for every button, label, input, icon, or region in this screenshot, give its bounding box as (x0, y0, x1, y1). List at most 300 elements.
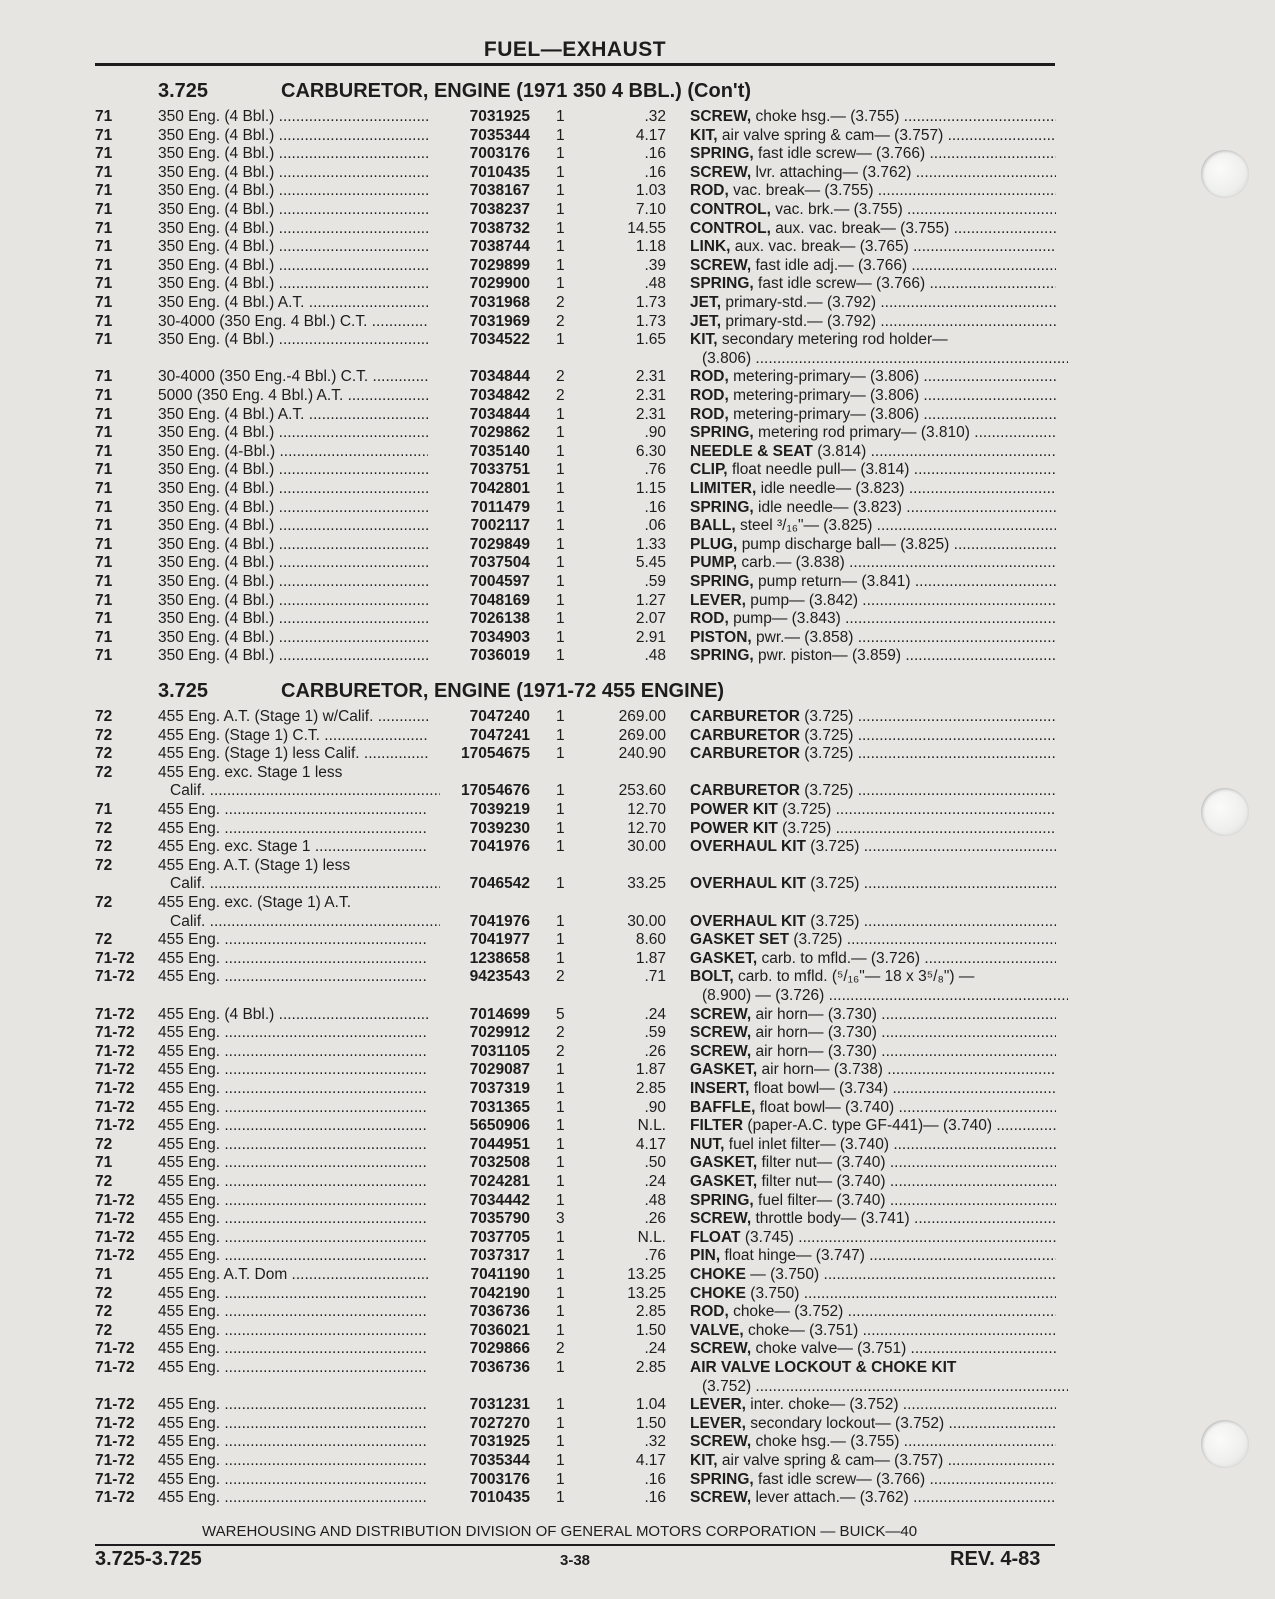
model-year: 71 (95, 1154, 113, 1172)
part-number: 7037317 (469, 1247, 530, 1265)
table-row (0, 1229, 1275, 1248)
quantity: 1 (556, 535, 565, 553)
description-text: throttle body— (3.741) (755, 1210, 910, 1228)
application: 455 Eng. ..... (158, 1117, 428, 1136)
model-year: 71-72 (95, 1117, 135, 1135)
table-row (0, 275, 1275, 294)
description-text: choke valve— (3.751) (755, 1340, 907, 1358)
quantity: 1 (556, 875, 565, 893)
part-name: INSERT, (690, 1080, 750, 1097)
price: 1.27 (635, 591, 666, 609)
description-text: choke— (3.751) (748, 1321, 859, 1339)
quantity: 1 (556, 647, 565, 665)
description-text: lever attach.— (3.762) (755, 1489, 909, 1507)
table-row (0, 727, 1275, 746)
description (690, 1452, 1056, 1471)
model-year: 71 (95, 275, 113, 293)
part-name: SCREW, (690, 1024, 752, 1042)
description-text: float needle pull— (3.814) (731, 461, 910, 479)
quantity: 1 (556, 442, 565, 460)
description-text: (3.725) (782, 819, 832, 837)
price: 14.55 (627, 219, 666, 237)
part-name: FLOAT (690, 1228, 741, 1246)
part-name: SCREW, (690, 1340, 752, 1358)
quantity: 2 (556, 312, 565, 330)
part-name: SPRING, (690, 573, 754, 590)
model-year: 71 (95, 1266, 113, 1283)
table-row (0, 857, 1275, 876)
application: 350 Eng. (4 Bbl.) ..... (158, 220, 428, 239)
part-name: SPRING, (690, 424, 754, 442)
description-text: vac. brk.— (3.755) (775, 201, 903, 218)
description (690, 1229, 1056, 1248)
part-name: SPRING, (690, 145, 754, 163)
application: 350 Eng. (4 Bbl.) ..... (158, 257, 428, 276)
price: .76 (644, 1247, 666, 1265)
price: 12.70 (627, 801, 666, 818)
description-text: (3.725) (804, 782, 854, 800)
description (690, 1303, 1056, 1322)
part-name: CONTROL, (690, 201, 771, 218)
description (690, 875, 1056, 894)
price: 2.85 (635, 1080, 666, 1097)
part-number: 7031969 (469, 312, 530, 330)
table-row (0, 1396, 1275, 1415)
application: 455 Eng. A.T. (Stage 1) less (158, 856, 351, 874)
description-text: aux. vac. break— (3.755) (775, 219, 950, 237)
table-row (0, 1415, 1275, 1434)
description (690, 201, 1056, 220)
quantity: 1 (556, 1173, 565, 1190)
description-text: idle needle— (3.823) (760, 480, 905, 497)
table-row (0, 201, 1275, 220)
description (690, 443, 1056, 462)
application: 455 Eng. ..... (158, 1285, 428, 1304)
part-number: 7029899 (469, 256, 530, 274)
description (690, 406, 1056, 425)
price: .76 (644, 461, 666, 479)
model-year: 71 (95, 405, 113, 423)
part-number: 7046542 (469, 875, 530, 893)
part-name: SCREW, (690, 1042, 752, 1060)
quantity: 1 (556, 275, 565, 293)
application: 455 Eng. ..... (158, 1452, 428, 1471)
application: 455 Eng. ..... (158, 1471, 428, 1490)
table-row (0, 1061, 1275, 1080)
description-text: (3.745) (744, 1228, 794, 1246)
model-year: 71 (95, 554, 113, 572)
part-number: 7014699 (469, 1005, 530, 1023)
price: 33.25 (627, 875, 666, 893)
part-number: 7038732 (469, 219, 530, 237)
description (690, 745, 1056, 764)
price: .90 (644, 424, 666, 442)
description-text: air horn— (3.730) (755, 1042, 877, 1060)
part-name: BAFFLE, (690, 1098, 756, 1116)
part-name: POWER KIT (690, 819, 778, 837)
application: 350 Eng. (4 Bbl.) ..... (158, 331, 428, 350)
application: 350 Eng. (4 Bbl.) A.T. ..... (158, 294, 428, 313)
binder-hole (1201, 788, 1249, 836)
description-text: idle needle— (3.823) (758, 498, 902, 516)
part-number: 7037705 (469, 1228, 530, 1246)
application: 455 Eng. ..... (158, 1210, 428, 1229)
description-text: (3.725) (804, 745, 854, 763)
model-year: 72 (95, 1303, 113, 1321)
part-number: 1238658 (469, 949, 530, 967)
part-name: SPRING, (690, 1191, 754, 1209)
model-year: 71 (95, 647, 113, 665)
quantity: 2 (556, 368, 565, 386)
table-row (0, 1359, 1275, 1378)
part-number: 7044951 (469, 1135, 530, 1153)
table-row (0, 387, 1275, 406)
quantity: 1 (556, 949, 565, 967)
description (690, 1247, 1056, 1266)
quantity: 1 (556, 610, 565, 628)
application: 350 Eng. (4 Bbl.) ..... (158, 629, 428, 648)
description (690, 517, 1056, 536)
model-year: 71 (95, 312, 113, 330)
part-number: 17054676 (461, 782, 530, 800)
model-year: 71-72 (95, 1433, 135, 1451)
price: .48 (644, 1191, 666, 1209)
price: .50 (644, 1154, 666, 1172)
table-row-continuation (0, 1378, 1275, 1397)
quantity: 1 (556, 1117, 565, 1135)
price: 269.00 (618, 708, 666, 725)
section-heading (158, 80, 751, 106)
description (690, 1024, 1056, 1043)
application: 455 Eng. ..... (158, 1303, 428, 1322)
table-row (0, 1024, 1275, 1043)
table-row (0, 499, 1275, 518)
description-text: inter. choke— (3.752) (750, 1396, 899, 1414)
description-text: float bowl— (3.734) (753, 1080, 889, 1097)
footer-rule (95, 1544, 1055, 1546)
price: .16 (644, 498, 666, 516)
part-number: 5650906 (469, 1117, 530, 1135)
quantity: 1 (556, 1321, 565, 1339)
model-year: 71-72 (95, 1470, 135, 1488)
table-row (0, 1247, 1275, 1266)
description (690, 968, 1056, 987)
price: 4.17 (635, 126, 666, 144)
part-number: 7041976 (469, 912, 530, 930)
application: 350 Eng. (4 Bbl.) ..... (158, 480, 428, 499)
quantity: 1 (556, 1489, 565, 1507)
description (690, 801, 1056, 820)
description-text: primary-std.— (3.792) (725, 294, 877, 311)
part-number: 7003176 (469, 1470, 530, 1488)
description (690, 1471, 1056, 1490)
model-year: 71-72 (95, 1042, 135, 1060)
application: 350 Eng. (4 Bbl.) ..... (158, 573, 428, 592)
price: 2.07 (635, 610, 666, 628)
model-year: 71-72 (95, 1210, 135, 1228)
part-number: 7037504 (469, 554, 530, 572)
model-year: 71-72 (95, 1061, 135, 1079)
section-number: 3.725 (158, 80, 209, 102)
price: .24 (644, 1340, 666, 1358)
section-title: CARBURETOR, ENGINE (1971 350 4 BBL.) (Con't) (281, 80, 752, 102)
application: 455 Eng. exc. (Stage 1) A.T. (158, 894, 352, 911)
price: .59 (644, 1024, 666, 1042)
application: 350 Eng. (4 Bbl.) ..... (158, 201, 428, 220)
application: 350 Eng. (4 Bbl.) ..... (158, 145, 428, 164)
quantity: 1 (556, 573, 565, 590)
description-text: (3.814) (817, 442, 867, 460)
table-row (0, 1136, 1275, 1155)
part-number: 7036736 (469, 1303, 530, 1321)
description-text: pwr.— (3.858) (756, 628, 854, 646)
price: 30.00 (627, 838, 666, 856)
description-text: float hinge— (3.747) (724, 1247, 865, 1265)
part-number: 7034442 (469, 1191, 530, 1209)
application: 350 Eng. (4 Bbl.) ..... (158, 108, 428, 127)
quantity: 1 (556, 517, 565, 535)
application: 30-4000 (350 Eng.-4 Bbl.) C.T. ..... (158, 368, 428, 387)
price: 1.65 (635, 331, 666, 349)
table-row (0, 1340, 1275, 1359)
quantity: 1 (556, 256, 565, 274)
part-name: CARBURETOR (690, 782, 800, 800)
quantity: 1 (556, 1061, 565, 1079)
price: N.L. (637, 1228, 666, 1246)
quantity: 1 (556, 628, 565, 646)
table-row (0, 1173, 1275, 1192)
description-continued: (3.752) ..... (690, 1378, 1068, 1397)
model-year: 71 (95, 182, 113, 200)
model-year: 72 (95, 931, 113, 949)
quantity: 1 (556, 745, 565, 763)
model-year: 71 (95, 610, 113, 628)
quantity: 1 (556, 331, 565, 349)
part-name: CARBURETOR (690, 708, 800, 725)
price: .24 (644, 1173, 666, 1190)
application: 30-4000 (350 Eng. 4 Bbl.) C.T. ..... (158, 313, 428, 332)
application: 350 Eng. (4 Bbl.) ..... (158, 182, 428, 201)
part-number: 7029912 (469, 1024, 530, 1042)
part-number: 7039230 (469, 819, 530, 837)
application: 455 Eng. ..... (158, 1154, 428, 1173)
part-number: 7047240 (469, 708, 530, 725)
part-name: CLIP, (690, 461, 728, 479)
model-year: 71-72 (95, 1005, 135, 1023)
description (690, 145, 1056, 164)
model-year: 71 (95, 387, 113, 404)
quantity: 1 (556, 145, 565, 163)
quantity: 1 (556, 238, 565, 256)
part-name: SCREW, (690, 163, 752, 181)
part-name: GASKET SET (690, 931, 790, 949)
model-year: 71-72 (95, 1489, 135, 1507)
part-name: BALL, (690, 517, 736, 535)
application-continued: Calif. ..... (158, 875, 440, 894)
quantity: 1 (556, 461, 565, 479)
description-text: choke hsg.— (3.755) (755, 1433, 900, 1451)
description (690, 1322, 1056, 1341)
description (690, 127, 1056, 146)
quantity: 1 (556, 912, 565, 930)
application: 350 Eng. (4 Bbl.) ..... (158, 517, 428, 536)
table-row (0, 610, 1275, 629)
part-name: CHOKE (690, 1266, 746, 1283)
application: 455 Eng. ..... (158, 1340, 428, 1359)
table-row (0, 1322, 1275, 1341)
quantity: 1 (556, 1470, 565, 1488)
price: 1.87 (635, 1061, 666, 1079)
application: 455 Eng. ..... (158, 1080, 428, 1099)
part-name: PUMP, (690, 554, 738, 572)
model-year: 71 (95, 331, 113, 349)
description (690, 610, 1056, 629)
quantity: 1 (556, 1154, 565, 1172)
footer-page-number: 3-38 (560, 1552, 591, 1569)
price: 8.60 (635, 931, 666, 949)
quantity: 1 (556, 1284, 565, 1302)
application: 350 Eng. (4 Bbl.) ..... (158, 127, 428, 146)
part-number: 7037319 (469, 1080, 530, 1097)
part-name: SCREW, (690, 1210, 752, 1228)
table-row (0, 573, 1275, 592)
part-name: PIN, (690, 1247, 721, 1265)
price: 2.85 (635, 1359, 666, 1376)
model-year: 71 (95, 368, 113, 386)
part-number: 7004597 (469, 573, 530, 590)
footer-division: WAREHOUSING AND DISTRIBUTION DIVISION OF GENERAL MOTORS CORPORATION — BUICK—40 (202, 1523, 918, 1540)
quantity: 1 (556, 931, 565, 949)
quantity: 1 (556, 591, 565, 609)
part-name: LEVER, (690, 1396, 746, 1414)
description (690, 257, 1056, 276)
part-number: 7032508 (469, 1154, 530, 1172)
part-name: KIT, (690, 331, 718, 349)
description-text: choke hsg.— (3.755) (755, 108, 900, 125)
section-title: CARBURETOR, ENGINE (1971-72 455 ENGINE) (281, 680, 725, 702)
table-row-continuation (0, 875, 1275, 894)
description (690, 313, 1056, 332)
quantity: 2 (556, 294, 565, 311)
quantity: 2 (556, 387, 565, 404)
application: 455 Eng. ..... (158, 968, 428, 987)
description-text: fuel inlet filter— (3.740) (728, 1135, 890, 1153)
price: 2.31 (635, 368, 666, 386)
part-number: 7031105 (470, 1042, 530, 1060)
quantity: 1 (556, 1452, 565, 1469)
description-text: choke— (3.752) (733, 1303, 844, 1321)
description-text: float bowl— (3.740) (759, 1098, 895, 1116)
table-row (0, 1452, 1275, 1471)
description-text: pump— (3.843) (733, 610, 841, 628)
part-name: SPRING, (690, 1470, 754, 1488)
table-row-continuation (0, 913, 1275, 932)
model-year: 71 (95, 126, 113, 144)
model-year: 71 (95, 442, 113, 460)
description (690, 1210, 1056, 1229)
part-name: PISTON, (690, 628, 752, 646)
description-text: — (3.750) (750, 1266, 820, 1283)
quantity: 1 (556, 498, 565, 516)
price: .16 (644, 1470, 666, 1488)
model-year: 71 (95, 628, 113, 646)
table-row (0, 238, 1275, 257)
application: 350 Eng. (4 Bbl.) ..... (158, 164, 428, 183)
quantity: 1 (556, 1228, 565, 1246)
table-row (0, 164, 1275, 183)
table-row (0, 368, 1275, 387)
quantity: 1 (556, 819, 565, 837)
price: 253.60 (618, 782, 666, 800)
part-number: 7034842 (469, 387, 530, 404)
description-text: (3.725) (804, 726, 854, 744)
part-number: 7031925 (469, 1433, 530, 1451)
quantity: 1 (556, 424, 565, 442)
part-number: 7041976 (469, 838, 530, 856)
part-number: 7035790 (469, 1210, 530, 1228)
application: 455 Eng. exc. Stage 1 ..... (158, 838, 428, 857)
price: .16 (644, 163, 666, 181)
part-number: 7038167 (469, 182, 530, 200)
description-text: carb. to mfld.— (3.726) (761, 949, 921, 967)
description (690, 629, 1056, 648)
quantity: 1 (556, 838, 565, 856)
description-text: fast idle screw— (3.766) (758, 1470, 926, 1488)
application: 350 Eng. (4 Bbl.) ..... (158, 499, 428, 518)
application: 455 Eng. ..... (158, 1489, 428, 1508)
part-name: SCREW, (690, 1005, 752, 1023)
part-name: SCREW, (690, 256, 752, 274)
model-year: 71-72 (95, 1024, 135, 1042)
application: 455 Eng. ..... (158, 1396, 428, 1415)
model-year: 71-72 (95, 1098, 135, 1116)
footer-section-range: 3.725-3.725 (95, 1548, 202, 1570)
application-continued: Calif. ..... (158, 913, 440, 932)
model-year: 71 (95, 201, 113, 218)
model-year: 71 (95, 163, 113, 181)
table-row (0, 1080, 1275, 1099)
part-number: 7031925 (469, 108, 530, 125)
application: 455 Eng. ..... (158, 1173, 428, 1192)
part-name: LINK, (690, 238, 731, 256)
description (690, 782, 1056, 801)
description (690, 480, 1056, 499)
price: .59 (644, 573, 666, 590)
part-number: 7039219 (469, 801, 530, 818)
table-row (0, 708, 1275, 727)
description (690, 708, 1056, 727)
part-name: ROD, (690, 182, 729, 200)
quantity: 1 (556, 1266, 565, 1283)
part-number: 7034522 (469, 331, 530, 349)
description (690, 275, 1056, 294)
quantity: 1 (556, 405, 565, 423)
table-row (0, 313, 1275, 332)
description-text: (3.725) (810, 838, 860, 856)
part-name: GASKET, (690, 1061, 758, 1079)
part-number: 7041977 (469, 931, 530, 949)
part-name: OVERHAUL KIT (690, 875, 806, 893)
part-name: NEEDLE & SEAT (690, 442, 813, 460)
price: .32 (644, 1433, 666, 1451)
table-row (0, 443, 1275, 462)
table-row (0, 1043, 1275, 1062)
description-text: steel ³/₁₆"— (3.825) (739, 517, 873, 535)
application: 455 Eng. ..... (158, 1415, 428, 1434)
table-row (0, 950, 1275, 969)
part-name: ROD, (690, 610, 729, 628)
part-number: 7042801 (469, 480, 530, 497)
